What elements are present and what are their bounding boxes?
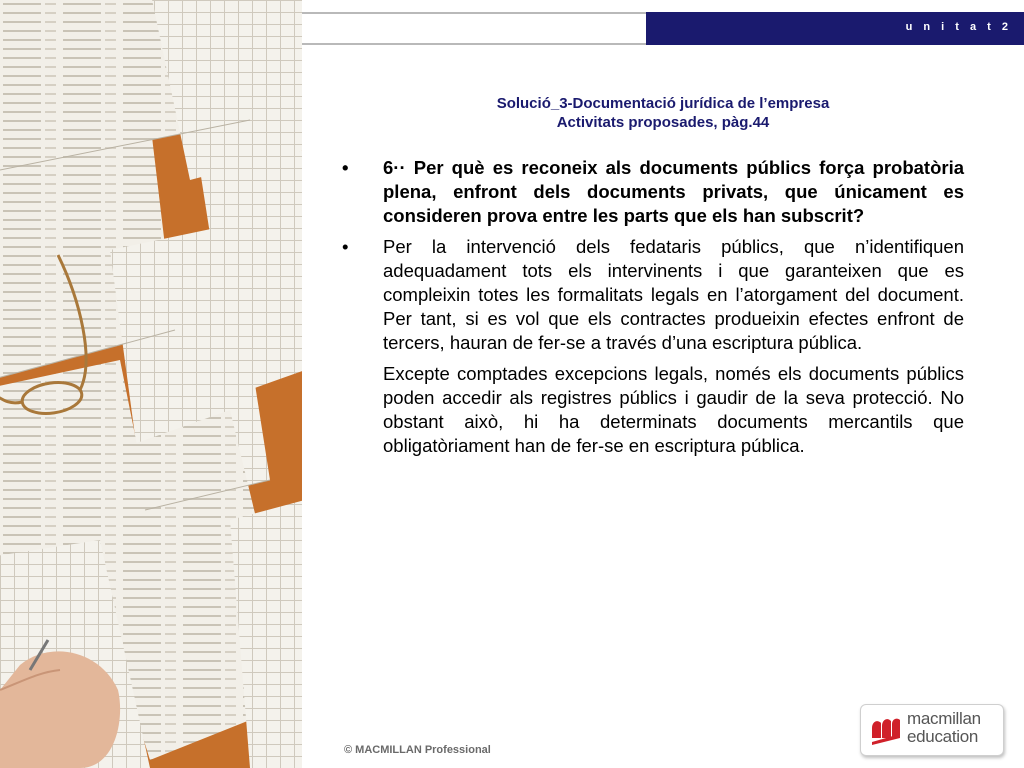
logo-text-line-1: macmillan [907,709,981,728]
background-photo [0,0,302,768]
slide-content [340,156,964,464]
header-bar-right [646,12,1024,45]
question-text: 6·· Per què es reconeix als documents públics força probatòria plena, enfront dels documents privats, que únicament es consideren prova entre les parts que els han subscrit? [383,157,964,227]
question-paragraph [340,156,964,229]
bullet-icon: • [342,235,349,257]
bullet-icon: • [342,157,349,178]
answer-text-2: Excepte comptades excepcions legals, només els documents públics poden accedir als registres públics i gaudir de la seva protecció. No obstant això, hi ha determinats documents mercantils que obligatòriament han de fer-se en escriptura pública. [383,362,964,457]
title-line-1: Solució_3-Documentació jurídica de l’empresa [496,95,830,112]
macmillan-logo-icon [870,714,902,746]
logo-text-line-2: education [907,727,979,746]
slide-title [302,94,1024,132]
answer-paragraph-1 [340,235,964,356]
title-line-2: Activitats proposades, pàg.44 [556,114,770,131]
unit-label: u n i t a t 2 [905,21,1012,33]
answer-text-1: Per la intervenció dels fedataris públics, que n’identifiquen adequadament tots els intervinents i que garanteixen que es compleixin totes les formalitats legals en l’atorgament del document. Per tant, si es vol que els contractes produeixin efectes enfront de tercers, hauran de fer-se a través d’una escriptura pública. [383,235,964,354]
answer-paragraph-2 [340,362,964,459]
copyright-text: © MACMILLAN Professional [344,744,491,756]
header-bar-left [302,12,646,45]
macmillan-logo [860,704,1004,756]
